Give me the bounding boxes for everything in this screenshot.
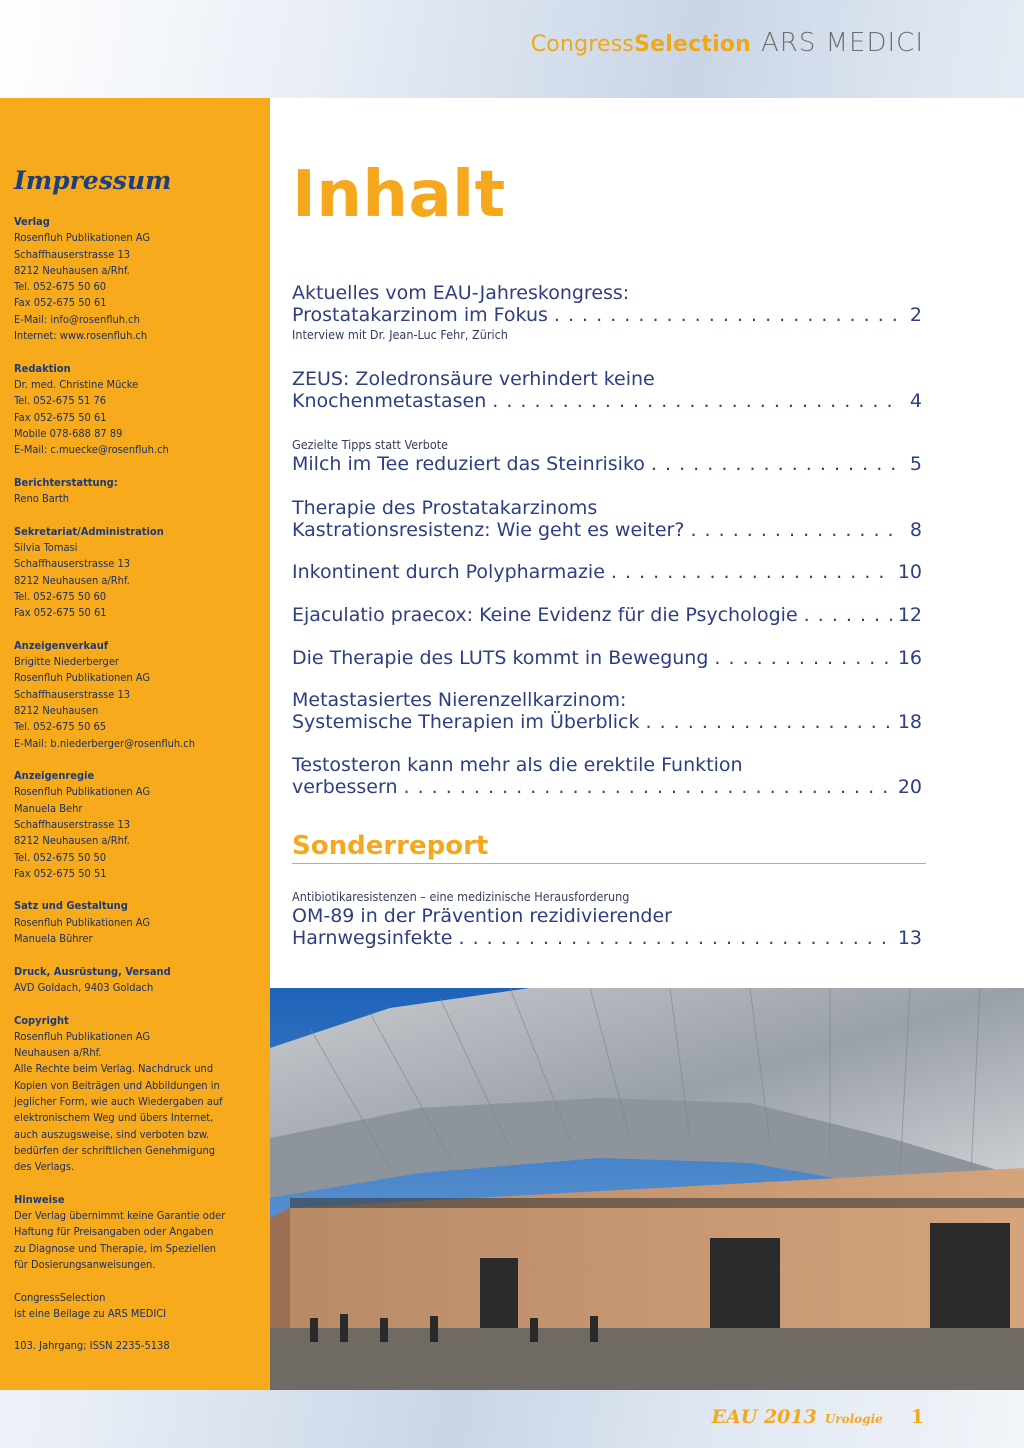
- impressum-line: E-Mail: c.muecke@rosenfluh.ch: [14, 443, 169, 457]
- impressum-section: [14, 1338, 262, 1354]
- impressum-line: CongressSelection: [14, 1290, 106, 1304]
- impressum-line: Silvia Tomasi: [14, 540, 78, 554]
- toc-entry-line: [292, 390, 922, 412]
- footer-page-number: 1: [910, 1406, 924, 1428]
- toc-entry-title-end: Prostatakarzinom im Fokus: [292, 304, 548, 326]
- impressum-line: Rosenfluh Publikationen AG: [14, 915, 151, 929]
- impressum-section: [14, 964, 262, 997]
- impressum-section: [14, 898, 262, 947]
- toc-page-number: 13: [897, 927, 922, 949]
- toc-entry[interactable]: [292, 888, 922, 949]
- impressum-line: Reno Barth: [14, 492, 70, 506]
- footer-issue: EAU 2013: [711, 1406, 817, 1428]
- impressum-line: 8212 Neuhausen a/Rhf.: [14, 834, 130, 848]
- impressum-line: Kopien von Beiträgen und Abbildungen in: [14, 1078, 220, 1092]
- impressum-line: E-Mail: b.niederberger@rosenfluh.ch: [14, 736, 196, 750]
- toc-page-number: 8: [909, 519, 922, 541]
- toc-page-number: 2: [909, 304, 922, 326]
- impressum-line: Neuhausen a/Rhf.: [14, 1046, 102, 1060]
- impressum-line: Haftung für Preisangaben oder Angaben: [14, 1225, 214, 1239]
- building-photo: [270, 988, 1024, 1390]
- page-footer: [712, 1406, 924, 1428]
- toc-leader-dots: [404, 776, 892, 798]
- impressum-line: ist eine Beilage zu ARS MEDICI: [14, 1306, 167, 1320]
- toc-leader-dots: [611, 561, 892, 583]
- toc-leader-dots: [804, 604, 892, 626]
- toc-page-number: 16: [897, 647, 922, 669]
- toc-entry[interactable]: [292, 754, 922, 798]
- impressum-line: Rosenfluh Publikationen AG: [14, 1029, 151, 1043]
- toc-entry-line: [292, 776, 922, 798]
- impressum-line: zu Diagnose und Therapie, im Speziellen: [14, 1241, 217, 1255]
- brand-congress-selection: CongressSelection: [530, 32, 751, 57]
- impressum-section: [14, 361, 262, 459]
- impressum-line: Tel. 052-675 51 76: [14, 394, 107, 408]
- toc-entry-title-end: verbessern: [292, 776, 398, 798]
- contents-title: Inhalt: [292, 158, 506, 232]
- toc-entry-line: [292, 711, 922, 733]
- impressum-line: Tel. 052-675 50 50: [14, 850, 107, 864]
- toc-page-number: 18: [897, 711, 922, 733]
- impressum-section: [14, 475, 262, 508]
- toc-entry-line: [292, 453, 922, 475]
- toc-entry-title-end: Kastrationsresistenz: Wie geht es weiter?: [292, 519, 685, 541]
- impressum-line: Tel. 052-675 50 60: [14, 589, 107, 603]
- impressum-line: Tel. 052-675 50 60: [14, 280, 107, 294]
- impressum-line: Schaffhauserstrasse 13: [14, 817, 131, 831]
- toc-entry-title-end: Die Therapie des LUTS kommt in Bewegung: [292, 647, 709, 669]
- impressum-section: [14, 1013, 262, 1176]
- brand-ars-medici: ARS MEDICI: [761, 28, 924, 58]
- toc-leader-dots: [554, 304, 900, 326]
- impressum-line: 103. Jahrgang; ISSN 2235-5138: [14, 1339, 170, 1353]
- toc-entry[interactable]: [292, 647, 922, 669]
- impressum-section-heading: Druck, Ausrüstung, Versand: [14, 964, 171, 978]
- toc-page-number: 5: [909, 453, 922, 475]
- toc-entry[interactable]: [292, 689, 922, 733]
- toc-leader-dots: [458, 927, 891, 949]
- impressum-line: auch auszugsweise, sind verboten bzw.: [14, 1127, 210, 1141]
- toc-page-number: 12: [897, 604, 922, 626]
- impressum-section: [14, 1192, 262, 1273]
- toc-entry-title-end: Systemische Therapien im Überblick: [292, 711, 640, 733]
- impressum-line: des Verlags.: [14, 1160, 75, 1174]
- impressum-title: Impressum: [14, 166, 172, 195]
- impressum-section-heading: Redaktion: [14, 361, 71, 375]
- toc-entry-kicker: Antibiotikaresistenzen – eine medizinische Herausforderung: [292, 889, 630, 904]
- impressum-line: Rosenfluh Publikationen AG: [14, 785, 151, 799]
- toc-entry-line: [292, 927, 922, 949]
- impressum-line: Fax 052-675 50 61: [14, 606, 107, 620]
- impressum-line: Schaffhauserstrasse 13: [14, 247, 131, 261]
- impressum-section-heading: Sekretariat/Administration: [14, 524, 164, 538]
- impressum-line: Der Verlag übernimmt keine Garantie oder: [14, 1209, 226, 1223]
- toc-entry-title-end: Knochenmetastasen: [292, 390, 487, 412]
- impressum-section-heading: Copyright: [14, 1013, 69, 1027]
- impressum-line: Schaffhauserstrasse 13: [14, 687, 131, 701]
- toc-entry-subtitle: Interview mit Dr. Jean-Luc Fehr, Zürich: [292, 327, 508, 342]
- impressum-line: Manuela Bührer: [14, 932, 93, 946]
- toc-entry-title-end: Milch im Tee reduziert das Steinrisiko: [292, 453, 645, 475]
- impressum-line: bedürfen der schriftlichen Genehmigung: [14, 1143, 216, 1157]
- impressum-line: 8212 Neuhausen: [14, 703, 99, 717]
- toc-entry-line: [292, 647, 922, 669]
- impressum-section-heading: Berichterstattung:: [14, 475, 118, 489]
- toc-entry-title-end: Inkontinent durch Polypharmazie: [292, 561, 605, 583]
- toc-entry-line: [292, 604, 922, 626]
- impressum-line: für Dosierungsanweisungen.: [14, 1258, 156, 1271]
- impressum-section: [14, 214, 262, 344]
- toc-entry-title: Testosteron kann mehr als die erektile Funktion: [292, 754, 743, 776]
- footer-section: Urologie: [824, 1412, 883, 1426]
- impressum-line: Rosenfluh Publikationen AG: [14, 671, 151, 685]
- toc-entry-title: OM-89 in der Prävention rezidivierender: [292, 905, 672, 927]
- toc-page-number: 4: [909, 390, 922, 412]
- toc-leader-dots: [492, 390, 900, 412]
- impressum-line: Dr. med. Christine Mücke: [14, 377, 139, 391]
- toc-page-number: 20: [897, 776, 922, 798]
- congress-building-illustration: [270, 988, 1024, 1390]
- impressum-line: E-Mail: info@rosenfluh.ch: [14, 312, 140, 326]
- impressum-section-heading: Satz und Gestaltung: [14, 899, 128, 913]
- toc-entry[interactable]: [292, 368, 922, 412]
- toc-entry-title: ZEUS: Zoledronsäure verhindert keine: [292, 368, 655, 390]
- impressum-line: Schaffhauserstrasse 13: [14, 557, 131, 571]
- toc-leader-dots: [690, 519, 900, 541]
- impressum-line: Fax 052-675 50 61: [14, 410, 107, 424]
- impressum-line: AVD Goldach, 9403 Goldach: [14, 980, 154, 994]
- toc-entry-title: Therapie des Prostatakarzinoms: [292, 497, 598, 519]
- toc-entry[interactable]: [292, 436, 922, 475]
- impressum-body: [14, 214, 262, 1371]
- impressum-line: Fax 052-675 50 51: [14, 866, 107, 880]
- impressum-section: [14, 638, 262, 752]
- impressum-line: Manuela Behr: [14, 801, 83, 815]
- impressum-line: Internet: www.rosenfluh.ch: [14, 329, 148, 343]
- impressum-line: Mobile 078-688 87 89: [14, 426, 123, 440]
- special-report-heading: Sonderreport: [292, 831, 926, 864]
- toc-entry-line: [292, 304, 922, 326]
- impressum-line: Tel. 052-675 50 65: [14, 720, 107, 734]
- toc-entry-line: [292, 519, 922, 541]
- toc-leader-dots: [714, 647, 891, 669]
- brand-header: [531, 28, 924, 62]
- toc-entry-title: Metastasiertes Nierenzellkarzinom:: [292, 689, 627, 711]
- toc-entry-line: [292, 561, 922, 583]
- toc-entry-title-end: Ejaculatio praecox: Keine Evidenz für die Psychologie: [292, 604, 798, 626]
- impressum-line: Alle Rechte beim Verlag. Nachdruck und: [14, 1062, 214, 1076]
- toc-entry[interactable]: [292, 561, 922, 583]
- impressum-line: Rosenfluh Publikationen AG: [14, 231, 151, 245]
- impressum-section: [14, 768, 262, 882]
- toc-leader-dots: [646, 711, 892, 733]
- impressum-line: elektronischem Weg und übers Internet,: [14, 1111, 214, 1125]
- impressum-line: 8212 Neuhausen a/Rhf.: [14, 263, 130, 277]
- toc-leader-dots: [651, 453, 900, 475]
- impressum-line: Brigitte Niederberger: [14, 655, 119, 669]
- toc-entry[interactable]: [292, 497, 922, 541]
- impressum-section-heading: Anzeigenverkauf: [14, 638, 109, 652]
- toc-entry[interactable]: [292, 604, 922, 626]
- impressum-section-heading: Anzeigenregie: [14, 769, 95, 783]
- impressum-section: [14, 524, 262, 622]
- impressum-line: 8212 Neuhausen a/Rhf.: [14, 573, 130, 587]
- toc-entry-title: Aktuelles vom EAU-Jahreskongress:: [292, 282, 630, 304]
- toc-entry-kicker: Gezielte Tipps statt Verbote: [292, 437, 449, 452]
- toc-entry[interactable]: [292, 282, 922, 343]
- impressum-section-heading: Verlag: [14, 215, 50, 228]
- impressum-section-heading: Hinweise: [14, 1192, 65, 1206]
- impressum-line: Fax 052-675 50 61: [14, 296, 107, 310]
- toc-page-number: 10: [897, 561, 922, 583]
- impressum-line: jeglicher Form, wie auch Wiedergaben auf: [14, 1095, 223, 1109]
- toc-entry-title-end: Harnwegsinfekte: [292, 927, 453, 949]
- impressum-section: [14, 1290, 262, 1323]
